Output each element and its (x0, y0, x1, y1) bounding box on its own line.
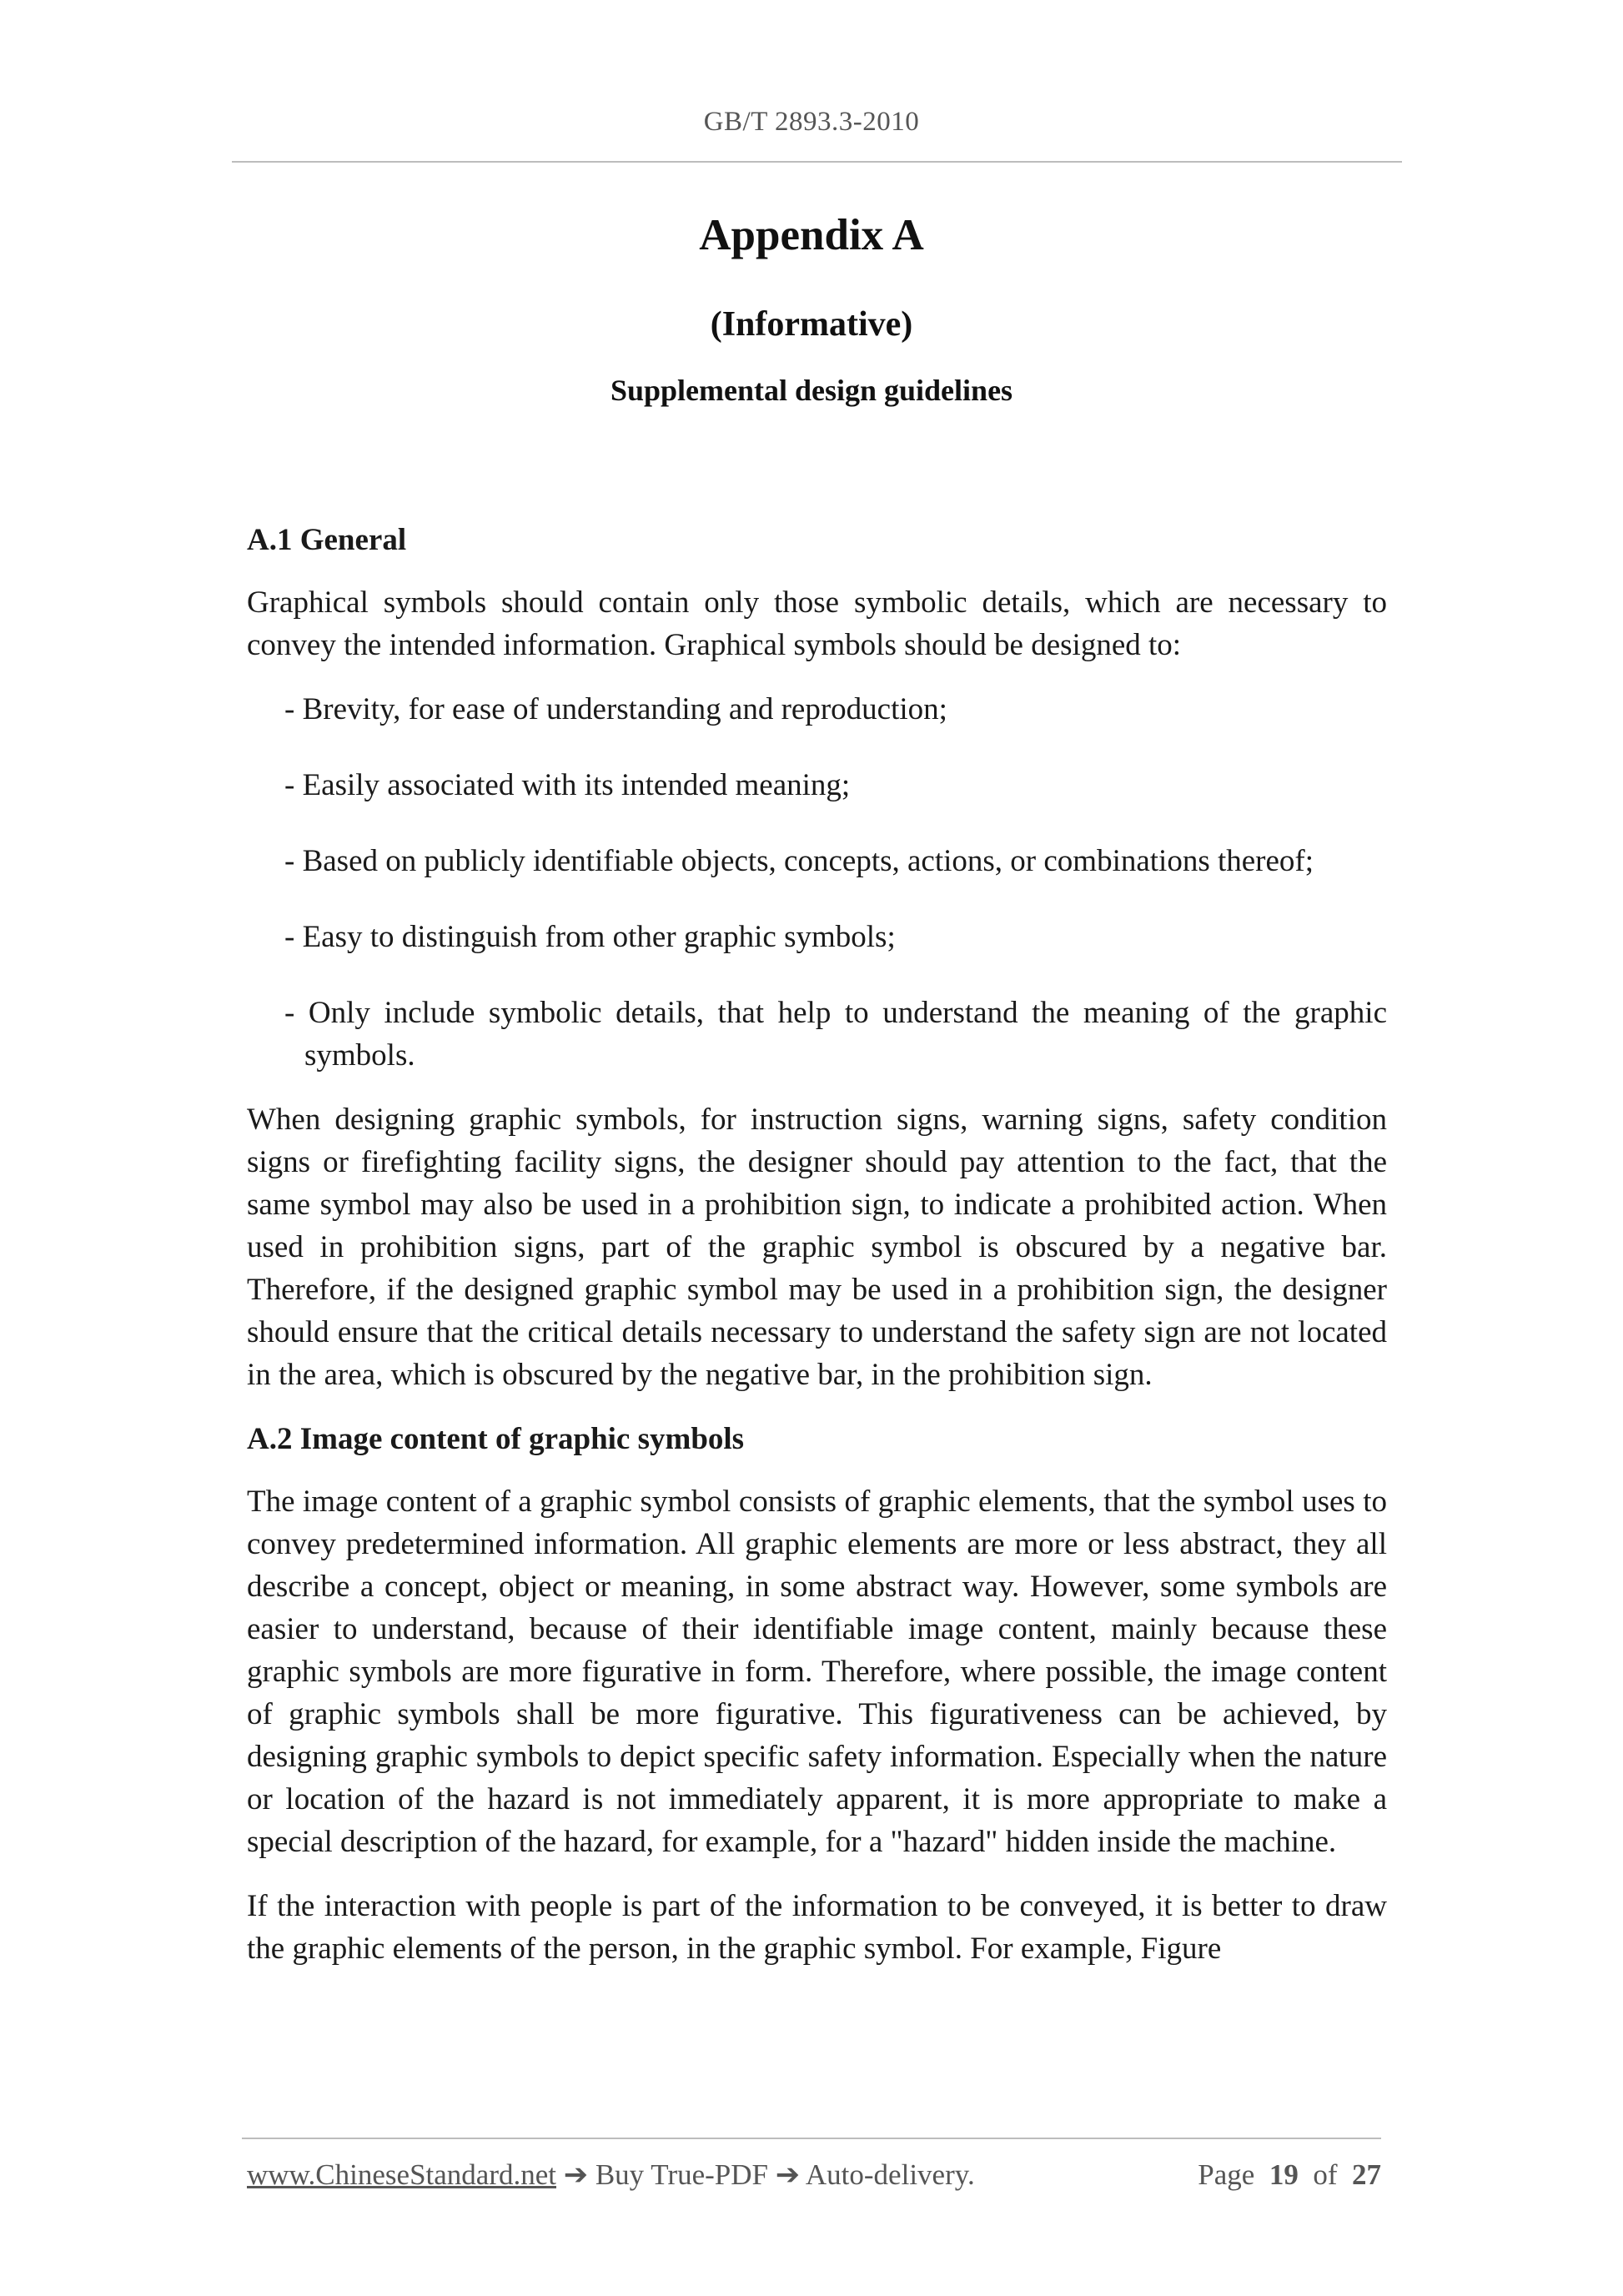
page-label: Page (1198, 2158, 1255, 2191)
paragraph-a2-image-content: The image content of a graphic symbol consists of graphic elements, that the symbol uses to convey predetermined information. All graphic elements are more or less abstract, they all describe a concept, object or meaning, in some abstract way. However, some symbols are easier to understand, because of their identifiable image content, mainly because these graphic symbols are more figurative in form. Therefore, where possible, the image content of graphic symbols shall be more figurative. This figurativeness can be achieved, by designing graphic symbols to depict specific safety information. Especially when the nature or location of the hazard is not immediately apparent, it is more appropriate to make a special description of the hazard, for example, for a "hazard" hidden inside the machine. (247, 1485, 1387, 1859)
total-pages: 27 (1352, 2158, 1381, 2191)
header-divider (232, 161, 1402, 163)
page-number: 19 (1269, 2158, 1299, 2191)
footer-promo (247, 2158, 975, 2192)
of-label: of (1313, 2158, 1338, 2191)
list-item: - Easily associated with its intended meaning; (284, 768, 851, 802)
arrow-right-icon: ➔ (563, 2158, 589, 2191)
page-indicator (1198, 2158, 1381, 2192)
appendix-subheading: Supplemental design guidelines (610, 374, 1013, 407)
list-item: - Based on publicly identifiable objects, concepts, actions, or combinations thereof; (284, 844, 1314, 878)
arrow-right-icon: ➔ (775, 2158, 801, 2191)
paragraph-a1-prohibition: When designing graphic symbols, for instruction signs, warning signs, safety condition signs or firefighting facility signs, the designer should pay attention to the fact, that the same symbol may also be used in a prohibition sign, to indicate a prohibited action. When used in prohibition signs, part of the graphic symbol is obscured by a negative bar. Therefore, if the designed graphic symbol may be used in a prohibition sign, the designer should ensure that the critical details necessary to understand the safety sign are not located in the area, which is obscured by the negative bar, in the prohibition sign. (247, 1103, 1387, 1392)
list-item: - Only include symbolic details, that help to understand the meaning of the graphic symbols. (284, 996, 1387, 1073)
design-guidelines-list (247, 688, 1387, 1077)
section-heading-a2: A.2 Image content of graphic symbols (247, 1422, 745, 1456)
site-link[interactable]: www.ChineseStandard.net (247, 2158, 556, 2191)
auto-delivery-text: Auto-delivery. (805, 2158, 975, 2191)
section-heading-a1: A.1 General (247, 523, 407, 557)
paragraph-a1-intro: Graphical symbols should contain only those symbolic details, which are necessary to convey the intended information. Graphical symbols should be designed to: (247, 585, 1387, 662)
list-item: - Brevity, for ease of understanding and reproduction; (284, 692, 947, 726)
paragraph-a2-interaction: If the interaction with people is part of the information to be conveyed, it is better to draw the graphic elements of the person, in the graphic symbol. For example, Figure (247, 1889, 1387, 1966)
appendix-title: Appendix A (699, 211, 924, 259)
document-body (247, 519, 1387, 1992)
list-item: - Easy to distinguish from other graphic symbols; (284, 920, 896, 954)
buy-pdf-text: Buy True-PDF (595, 2158, 768, 2191)
running-header: GB/T 2893.3-2010 (703, 107, 920, 137)
appendix-subtitle: (Informative) (710, 305, 913, 344)
footer-divider (242, 2138, 1381, 2139)
